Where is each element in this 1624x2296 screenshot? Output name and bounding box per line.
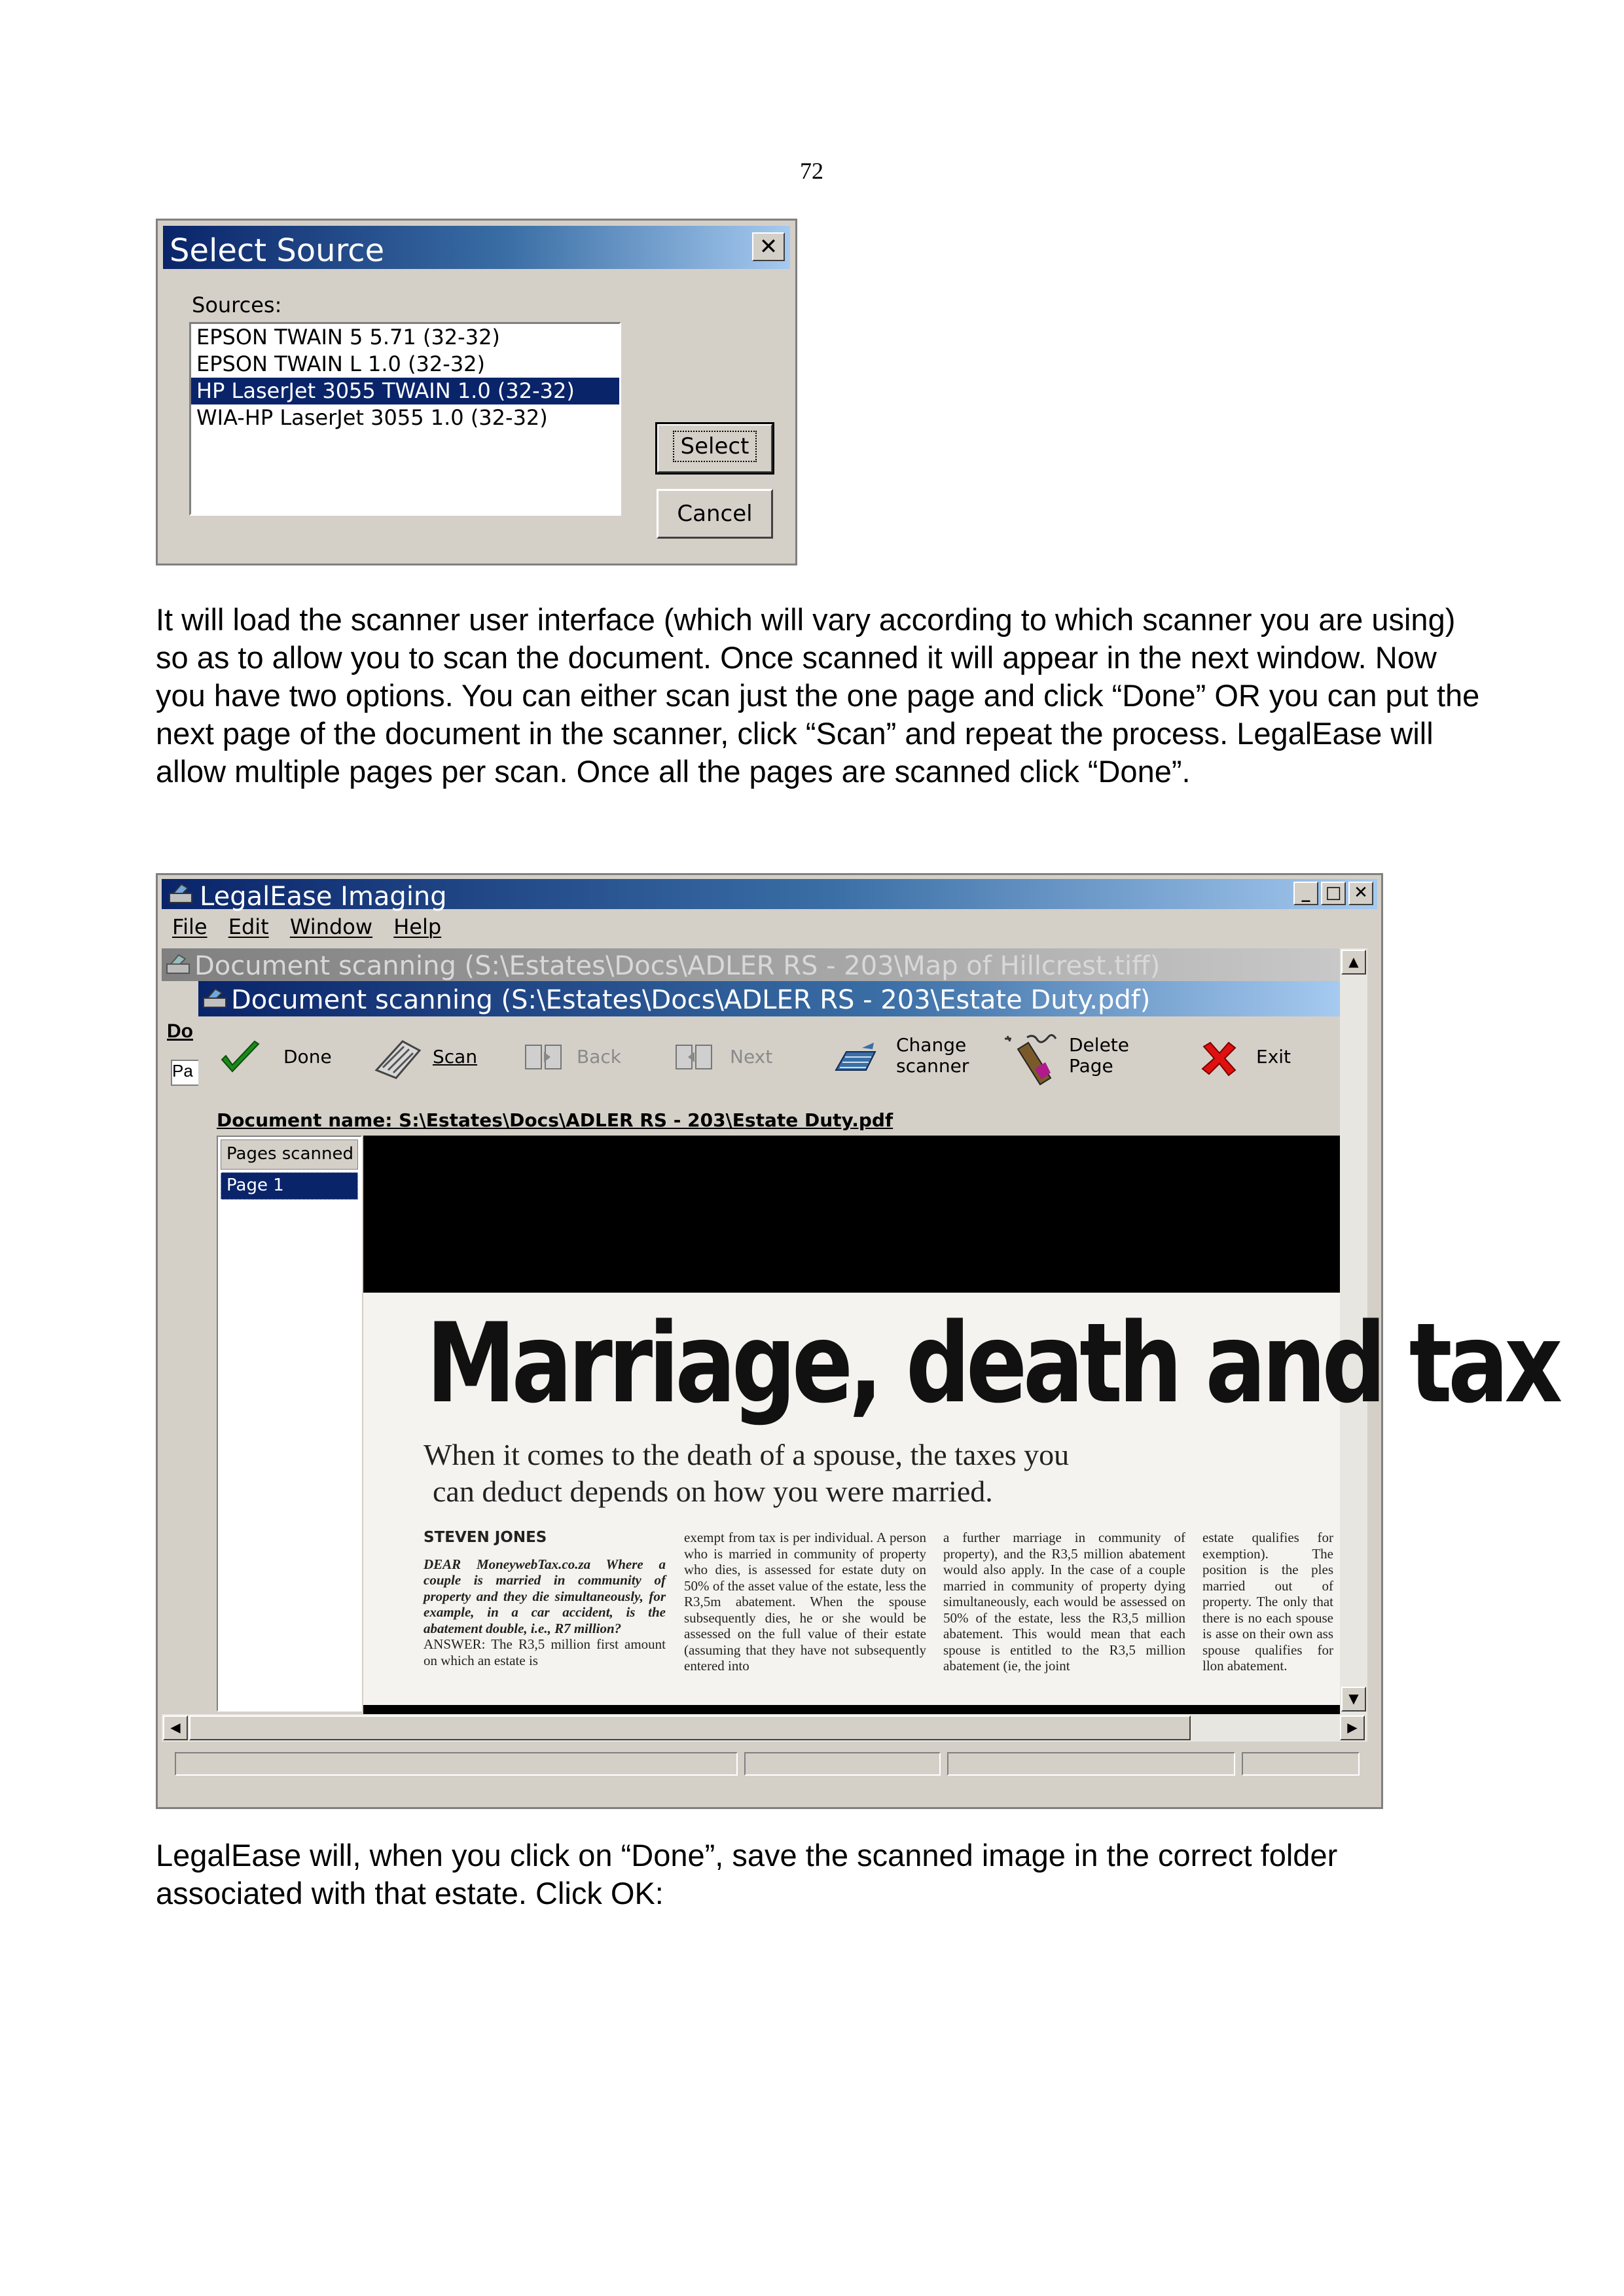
- status-cell: [175, 1752, 738, 1776]
- horizontal-scrollbar[interactable]: [162, 1714, 1367, 1742]
- pages-scanned-header: Pages scanned: [221, 1139, 358, 1170]
- pages-scanned-list[interactable]: [217, 1136, 362, 1712]
- clipping-headline: Marriage, death and tax: [426, 1299, 1559, 1427]
- page-number: 72: [800, 158, 823, 184]
- scan-bottom-border: [363, 1705, 1340, 1714]
- minimize-icon[interactable]: _: [1293, 882, 1318, 905]
- source-item[interactable]: EPSON TWAIN L 1.0 (32-32): [196, 351, 486, 376]
- scroll-up-icon[interactable]: ▲: [1341, 950, 1366, 975]
- select-button-label: Select: [673, 431, 757, 462]
- document-scanning-window: [198, 981, 1559, 1714]
- horizontal-scroll-thumb[interactable]: [189, 1715, 1191, 1740]
- scroll-left-icon[interactable]: ◀: [163, 1715, 188, 1740]
- scanned-newspaper-clipping: [363, 1293, 1559, 1705]
- change-scanner-button[interactable]: [833, 1033, 971, 1092]
- status-cell: [947, 1752, 1235, 1776]
- scan-button[interactable]: [372, 1033, 497, 1092]
- back-button[interactable]: [524, 1033, 636, 1092]
- sources-label: Sources:: [192, 293, 282, 317]
- clipping-answer: ANSWER: The R3,5 million first amount on which an estate is: [424, 1636, 666, 1668]
- source-item[interactable]: EPSON TWAIN 5 5.71 (32-32): [196, 325, 500, 350]
- background-child-body: [162, 981, 198, 1714]
- source-item[interactable]: WIA-HP LaserJet 3055 1.0 (32-32): [196, 405, 548, 430]
- menu-window[interactable]: Window: [289, 914, 373, 939]
- background-pages-list[interactable]: Pa: [171, 1060, 200, 1086]
- next-button[interactable]: [675, 1033, 786, 1092]
- clipping-column-4: estate qualifies for exemption). The position is the ples married out of property. The only that there is no each spouse is asse on their own ass spouse qualifies for llon abatement.: [1202, 1530, 1333, 1674]
- change-scanner-label-2: scanner: [896, 1055, 969, 1077]
- delete-page-button[interactable]: [1001, 1033, 1132, 1092]
- delete-page-label-2: Page: [1069, 1055, 1113, 1077]
- document-name: Document name: S:\Estates\Docs\ADLER RS - 203\Estate Duty.pdf: [217, 1109, 893, 1131]
- paragraph-2: LegalEase will, when you click on “Done”, save the scanned image in the correct folder associated with that estate. Click OK:: [156, 1838, 1338, 1910]
- menu-help[interactable]: Help: [393, 914, 442, 939]
- eraser-icon: [1001, 1033, 1060, 1086]
- scroll-right-icon[interactable]: ▶: [1340, 1715, 1365, 1740]
- exit-button[interactable]: [1200, 1033, 1298, 1092]
- clipping-byline: STEVEN JONES: [424, 1529, 547, 1546]
- sources-list[interactable]: [189, 322, 621, 516]
- clipping-column-2: exempt from tax is per individual. A person who is married in community of property who dies, is assessed for estate duty on 50% of the asset value of the estate, less the R3,5m abatement. When the spouse subsequently dies, he or she would be assessed on the full value of their estate (assuming that they have not subsequently entered into: [684, 1530, 926, 1674]
- status-cell: [1242, 1752, 1360, 1776]
- dialog-titlebar[interactable]: [163, 226, 790, 269]
- background-child-title: Document scanning (S:\Estates\Docs\ADLER RS - 203\Map of Hillcrest.tiff): [194, 951, 1161, 981]
- background-child-titlebar[interactable]: [162, 948, 1340, 981]
- select-button[interactable]: [657, 423, 773, 473]
- source-item-selected[interactable]: HP LaserJet 3055 TWAIN 1.0 (32-32): [191, 378, 619, 404]
- scan-label: Scan: [433, 1046, 478, 1067]
- status-bar: [162, 1748, 1367, 1781]
- close-icon[interactable]: ✕: [752, 232, 785, 261]
- scan-preview: [363, 1136, 1559, 1714]
- menu-file[interactable]: File: [172, 914, 208, 939]
- menu-edit[interactable]: Edit: [228, 914, 269, 939]
- page-back-icon: [524, 1043, 564, 1073]
- maximize-icon[interactable]: □: [1321, 882, 1346, 905]
- scanner-doc-icon: [166, 952, 192, 976]
- change-scanner-label-1: Change: [896, 1034, 967, 1056]
- child-titlebar[interactable]: [198, 981, 1340, 1016]
- clipping-deck-line-1: When it comes to the death of a spouse, the taxes you: [424, 1438, 1070, 1471]
- app-title: LegalEase Imaging: [200, 882, 447, 912]
- change-scanner-icon: [833, 1041, 879, 1078]
- select-source-dialog: [156, 219, 797, 565]
- scanner-icon: [372, 1033, 425, 1086]
- clipping-deck: [424, 1437, 1069, 1510]
- delete-page-label-1: Delete: [1069, 1034, 1129, 1056]
- next-label: Next: [730, 1046, 773, 1067]
- cancel-button[interactable]: Cancel: [657, 489, 773, 539]
- scanner-doc-icon: [202, 986, 228, 1010]
- clipping-question: DEAR MoneywebTax.co.za Where a couple is married in community of property and they die simultaneously, for example, in a car accident, is the abatement double, i.e., R7 million?: [424, 1556, 666, 1636]
- page-next-icon: [675, 1043, 714, 1073]
- done-label: Done: [283, 1046, 332, 1067]
- close-icon[interactable]: ✕: [1348, 882, 1373, 905]
- menu-bar: [172, 914, 456, 939]
- exit-label: Exit: [1256, 1046, 1291, 1067]
- clipping-deck-line-2: can deduct depends on how you were married.: [433, 1475, 993, 1508]
- checkmark-icon: [218, 1039, 264, 1078]
- exit-x-icon: [1200, 1040, 1239, 1077]
- app-titlebar[interactable]: [162, 879, 1377, 912]
- scroll-down-icon[interactable]: ▼: [1341, 1687, 1366, 1712]
- dialog-title: Select Source: [170, 232, 385, 269]
- clipping-column-1: [424, 1530, 666, 1668]
- child-title: Document scanning (S:\Estates\Docs\ADLER RS - 203\Estate Duty.pdf): [231, 985, 1151, 1015]
- done-button[interactable]: [218, 1033, 342, 1092]
- clipping-column-3: a further marriage in community of property), and the R3,5 million abatement would also apply. In the case of a couple married in community of property dying simultaneously, each would be assessed on 50% of the estate, less the R3,5 million abatement. This would mean that each spouse is entitled to the R3,5 million abatement (ie, the joint: [943, 1530, 1185, 1674]
- scanner-app-icon: [168, 882, 194, 905]
- back-label: Back: [577, 1046, 621, 1067]
- status-cell: [744, 1752, 941, 1776]
- background-doc-label: Do: [167, 1020, 193, 1042]
- page-list-item[interactable]: Page 1: [221, 1172, 358, 1200]
- legalease-window: [156, 873, 1559, 1809]
- paragraph-1: It will load the scanner user interface (which will vary according to which scanner you are using) so as to allow you to scan the document. Once scanned it will appear in the next window. Now you have two options. You can either scan just the one page and click “Done” OR you can put the next page of the document in the scanner, click “Scan” and repeat the process. LegalEase will allow multiple pages per scan. Once all the pages are scanned click “Done”.: [156, 602, 1480, 789]
